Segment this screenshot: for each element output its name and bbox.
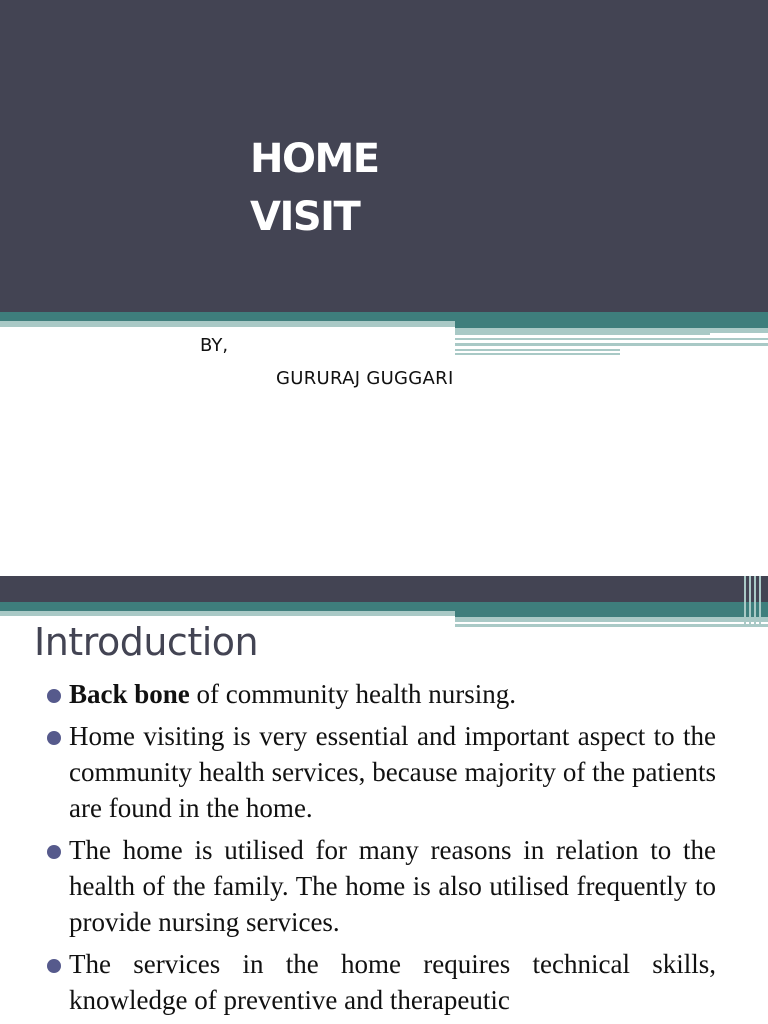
- teal-stripe: [0, 312, 768, 321]
- bullet-text: The home is utilised for many reasons in relation to the health of the family. The home is also utilised frequently to provide nursing services.: [69, 835, 716, 937]
- list-item: [46, 946, 716, 1018]
- list-item: [46, 676, 716, 712]
- teal-stripe-right: [455, 321, 768, 328]
- light-stripe-right: [455, 617, 768, 622]
- bullet-dot-icon: [47, 845, 61, 859]
- thin-stripe: [455, 353, 620, 355]
- bullet-bold-text: Back bone: [69, 679, 190, 709]
- title-line-1: HOME: [250, 136, 379, 182]
- intro-header-band: [0, 576, 768, 602]
- list-item: [46, 718, 716, 826]
- by-label: BY,: [200, 335, 229, 356]
- vertical-stripe: [759, 576, 761, 624]
- bullet-text: of community health nursing.: [189, 679, 516, 709]
- thin-stripe: [455, 343, 768, 346]
- vertical-stripe: [749, 576, 751, 624]
- title-line-2: VISIT: [250, 194, 360, 240]
- thin-stripe: [455, 333, 710, 335]
- light-stripe: [0, 321, 455, 327]
- list-item: [46, 832, 716, 940]
- vertical-stripe: [744, 576, 746, 624]
- author-name: GURURAJ GUGGARI: [276, 368, 454, 389]
- bullet-dot-icon: [47, 689, 61, 703]
- light-stripe: [0, 611, 455, 616]
- thin-stripe: [455, 349, 620, 351]
- thin-stripe: [455, 338, 768, 340]
- thin-stripe: [455, 624, 768, 627]
- bullet-text: The services in the home requires technical skills, knowledge of preventive and therapeutic: [69, 949, 716, 1015]
- slide-title: [250, 130, 550, 246]
- vertical-stripe: [754, 576, 756, 624]
- bullet-dot-icon: [47, 959, 61, 973]
- introduction-slide: [0, 576, 768, 1024]
- bullet-text: Home visiting is very essential and important aspect to the community health services, because majority of the patients are found in the home.: [69, 721, 716, 823]
- bullet-dot-icon: [47, 731, 61, 745]
- intro-bullet-list: [46, 676, 716, 1024]
- teal-stripe: [0, 602, 768, 611]
- intro-heading: Introduction: [34, 620, 259, 664]
